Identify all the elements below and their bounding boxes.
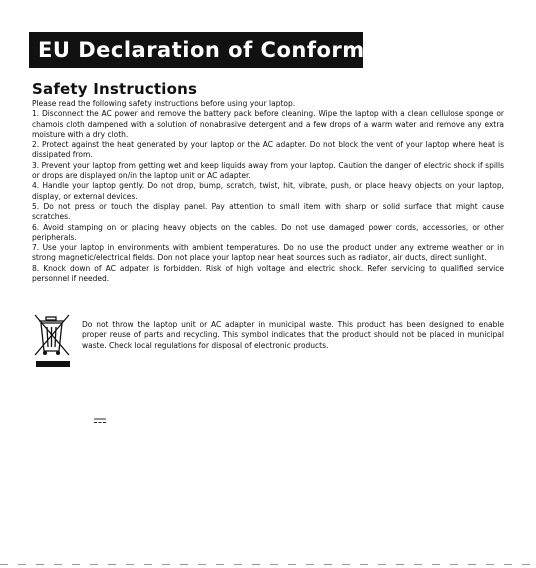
safety-intro: Please read the following safety instructions before using your laptop. (32, 99, 296, 108)
weee-crossed-bin-icon (32, 311, 72, 369)
safety-item-5: 5. Do not press or touch the display panel. Pay attention to small item with sharp or solid surface that might cause scratches. (32, 201, 504, 222)
page-title-banner (29, 32, 398, 68)
dc-symbol-icon (94, 418, 106, 424)
safety-item-2: 2. Protect against the heat generated by your laptop or the AC adapter. Do not block the vent of your laptop where heat is dissipated from. (32, 140, 504, 160)
safety-instructions (32, 99, 504, 284)
safety-item-7: 7. Use your laptop in environments with ambient temperatures. Do no use the product under any extreme weather or in strong magnetic/electrical fields. Don not place your laptop near heat sources such as radiator, air ducts, direct sunlight. (32, 243, 504, 263)
section-title: Safety Instructions (32, 80, 198, 98)
safety-item-8: 8. Knock down of AC adpater is forbidden. Risk of high voltage and electric shock. Refer servicing to qualified service personnel if needed. (32, 263, 504, 284)
safety-item-6: 6. Avoid stamping on or placing heavy objects on the cables. Do not use damaged power cords, accessories, or other peripherals. (32, 222, 504, 242)
disposal-notice: Do not throw the laptop unit or AC adapter in municipal waste. This product has been designed to enable proper reuse of parts and recycling. This symbol indicates that the product should not be placed in municipal waste. Check local regulations for disposal of electronic products. (82, 320, 504, 350)
bottom-dashed-divider (0, 564, 536, 565)
safety-item-3: 3. Prevent your laptop from getting wet and keep liquids away from your laptop. Caution the danger of electric shock if spills or drops are displayed on/in the laptop unit or AC adapter. (32, 160, 504, 181)
safety-item-4: 4. Handle your laptop gently. Do not drop, bump, scratch, twist, hit, vibrate, push, or place heavy objects on your laptop, display, or external devices. (32, 181, 504, 201)
safety-item-1: 1. Disconnect the AC power and remove the battery pack before cleaning. Wipe the laptop with a clean cellulose sponge or chamois cloth dampened with a solution of nonabrasive detergent and a few drops of a warm water and remove any extra moisture with a dry cloth. (32, 109, 504, 139)
page-title: EU Declaration of Conformity (38, 38, 398, 62)
